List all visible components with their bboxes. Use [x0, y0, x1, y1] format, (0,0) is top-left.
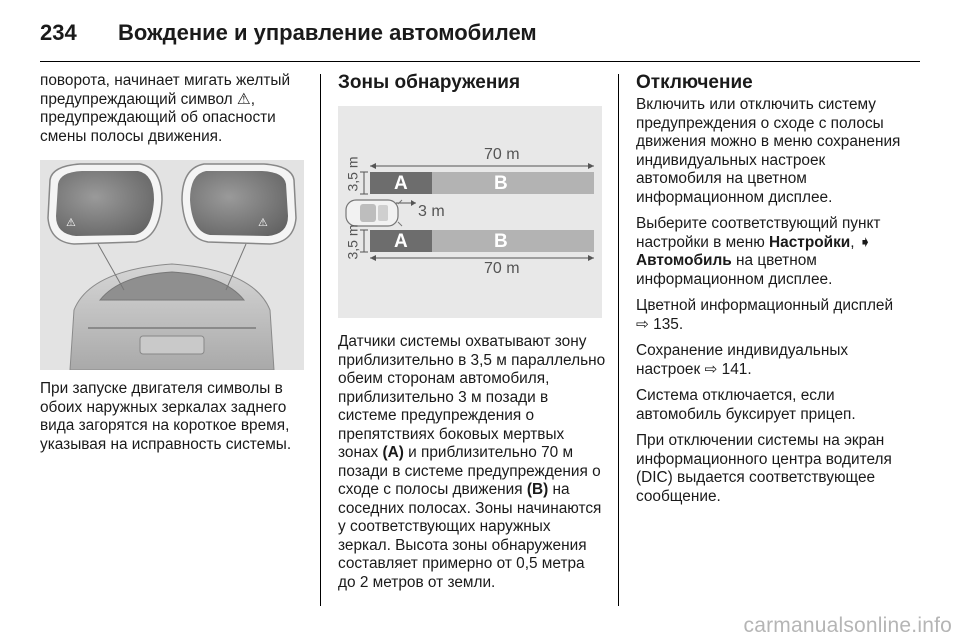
- warning-symbol-left-icon: ⚠: [66, 217, 76, 229]
- detection-zones-svg: [338, 106, 602, 318]
- col3-paragraph-2: [636, 215, 906, 289]
- distance-label-bottom: 70 m: [484, 260, 520, 277]
- distance-label-middle: 3 m: [418, 203, 445, 220]
- height-label-top: 3,5 m: [344, 156, 361, 192]
- mirror-illustration-svg: [40, 160, 304, 370]
- column-divider-1: [320, 74, 321, 606]
- menu-separator: , ➧: [850, 233, 872, 251]
- mirror-illustration: [40, 160, 304, 370]
- warning-symbol-right-icon: ⚠: [258, 217, 268, 229]
- zone-b-ref: (B): [526, 481, 549, 498]
- zone-label-b-top: B: [494, 173, 508, 194]
- section-heading-disable: Отключение: [636, 72, 753, 93]
- col2-p1-part-a: Датчики системы охватывают зону приблизительно в 3,5 м параллельно обеим сторонам автомобиля, приблизительно 3 м позади в системе предупреждения о препятствиях боковых мертвых зонах: [338, 333, 606, 461]
- detection-zones-diagram: [338, 106, 602, 318]
- footer-watermark: carmanualsonline.info: [743, 614, 952, 637]
- menu-settings-ref: Настройки: [769, 233, 851, 251]
- zone-label-b-bottom: B: [494, 231, 508, 252]
- col2-p1-part-b: и приблизительно 70 м позади в системе предупреждения о сходе с полосы движения: [338, 444, 601, 498]
- column-3: [636, 72, 906, 514]
- page-number: 234: [40, 20, 77, 45]
- column-1-lower: [40, 380, 308, 462]
- height-label-bottom: 3,5 m: [344, 224, 361, 260]
- col3-p2-part-a: Выберите соответствующий пункт настройки в меню: [636, 215, 881, 251]
- col3-paragraph-1: Включить или отключить систему предупреждения о сходе с полосы движения можно в меню сохранения индивидуальных настроек автомобиля на цветном информационном дисплее.: [636, 96, 901, 206]
- col3-paragraph-3: Цветной информационный дисплей ⇨ 135.: [636, 297, 894, 333]
- distance-label-top: 70 m: [484, 146, 520, 163]
- column-2: [338, 72, 606, 94]
- col3-paragraph-5: Система отключается, если автомобиль буксирует прицеп.: [636, 387, 856, 423]
- zone-label-a-bottom: A: [394, 231, 408, 252]
- menu-vehicle-ref: Автомобиль: [636, 252, 732, 269]
- column-1: [40, 72, 308, 154]
- column-2-lower: [338, 333, 606, 600]
- col3-p2-part-b: на цветном информационном дисплее.: [636, 252, 833, 288]
- col3-paragraph-4: Сохранение индивидуальных настроек ⇨ 141.: [636, 342, 849, 378]
- col1-paragraph-2: При запуске двигателя символы в обоих наружных зеркалах заднего вида загорятся на короткое время, указывая на исправность системы.: [40, 380, 292, 453]
- col1-paragraph-1: поворота, начинает мигать желтый предупреждающий символ ⚠, предупреждающий об опасности смены полосы движения.: [40, 72, 291, 145]
- col2-p1-part-c: на соседних полосах. Зоны начинаются у соответствующих наружных зеркал. Высота зоны обнаружения составляет примерно от 0,5 метра до 2 метров от земли.: [338, 481, 602, 591]
- col3-paragraph-6: При отключении системы на экран информационного центра водителя (DIC) выдается соответствующее сообщение.: [636, 432, 892, 505]
- column-divider-2: [618, 74, 619, 606]
- page-header: [40, 14, 920, 54]
- zone-a-ref: (A): [382, 444, 404, 461]
- col2-paragraph-1: [338, 333, 606, 592]
- section-heading-detection-zones: Зоны обнаружения: [338, 72, 521, 93]
- page-title: Вождение и управление автомобилем: [118, 20, 537, 45]
- header-rule: [40, 61, 920, 62]
- zone-label-a-top: A: [394, 173, 408, 194]
